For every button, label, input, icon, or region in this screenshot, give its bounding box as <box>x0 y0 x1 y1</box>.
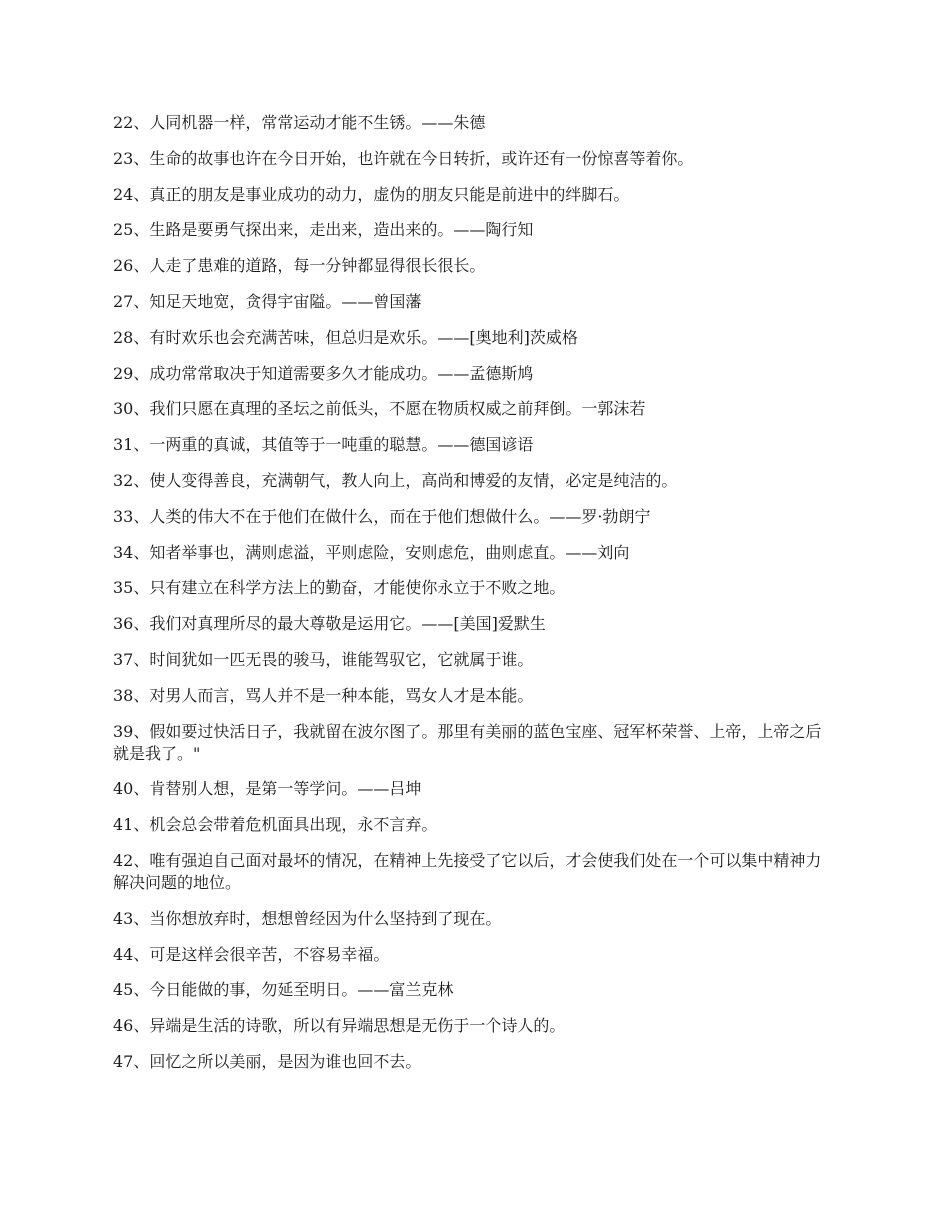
quote-23: 23、生命的故事也许在今日开始，也许就在今日转折，或许还有一份惊喜等着你。 <box>113 148 694 168</box>
quote-42: 42、唯有强迫自己面对最坏的情况，在精神上先接受了它以后，才会使我们处在一个可以集中精神力解决问题的地位。 <box>113 850 822 892</box>
quote-32: 32、使人变得善良，充满朝气，教人向上，高尚和博爱的友情，必定是纯洁的。 <box>113 470 678 490</box>
quote-27: 27、知足天地宽，贪得宇宙隘。——曾国藩 <box>113 291 422 311</box>
quote-45: 45、今日能做的事，勿延至明日。——富兰克林 <box>113 980 454 1000</box>
quote-44: 44、可是这样会很辛苦，不容易幸福。 <box>113 944 390 964</box>
quote-43: 43、当你想放弃时，想想曾经因为什么坚持到了现在。 <box>113 908 502 928</box>
quote-31: 31、一两重的真诚，其值等于一吨重的聪慧。——德国谚语 <box>113 435 534 455</box>
quote-46: 46、异端是生活的诗歌，所以有异端思想是无伤于一个诗人的。 <box>113 1016 566 1036</box>
quote-30: 30、我们只愿在真理的圣坛之前低头，不愿在物质权威之前拜倒。一郭沫若 <box>113 399 646 419</box>
quote-list <box>113 112 830 1087</box>
quote-47: 47、回忆之所以美丽，是因为谁也回不去。 <box>113 1051 422 1071</box>
quote-36: 36、我们对真理所尽的最大尊敬是运用它。——[美国]爱默生 <box>113 614 546 634</box>
quote-34: 34、知者举事也，满则虑溢，平则虑险，安则虑危，曲则虑直。——刘向 <box>113 542 630 562</box>
quote-29: 29、成功常常取决于知道需要多久才能成功。——孟德斯鸠 <box>113 363 534 383</box>
quote-22: 22、人同机器一样，常常运动才能不生锈。——朱德 <box>113 113 486 132</box>
quote-25: 25、生路是要勇气探出来，走出来，造出来的。——陶行知 <box>113 220 534 240</box>
quote-33: 33、人类的伟大不在于他们在做什么，而在于他们想做什么。——罗·勃朗宁 <box>113 506 651 526</box>
quote-40: 40、肯替别人想，是第一等学问。——吕坤 <box>113 779 422 799</box>
quote-26: 26、人走了患难的道路，每一分钟都显得很长很长。 <box>113 256 486 276</box>
quote-28: 28、有时欢乐也会充满苦味，但总归是欢乐。——[奥地利]茨威格 <box>113 327 578 347</box>
quote-24: 24、真正的朋友是事业成功的动力，虚伪的朋友只能是前进中的绊脚石。 <box>113 184 630 204</box>
quote-35: 35、只有建立在科学方法上的勤奋，才能使你永立于不败之地。 <box>113 578 566 598</box>
quote-39: 39、假如要过快活日子，我就留在波尔图了。那里有美丽的蓝色宝座、冠军杯荣誉、上帝，上帝之后就是我了。" <box>113 721 822 763</box>
quote-37: 37、时间犹如一匹无畏的骏马，谁能驾驭它，它就属于谁。 <box>113 649 534 669</box>
quote-38: 38、对男人而言，骂人并不是一种本能，骂女人才是本能。 <box>113 685 534 705</box>
quote-41: 41、机会总会带着危机面具出现，永不言弃。 <box>113 815 438 835</box>
